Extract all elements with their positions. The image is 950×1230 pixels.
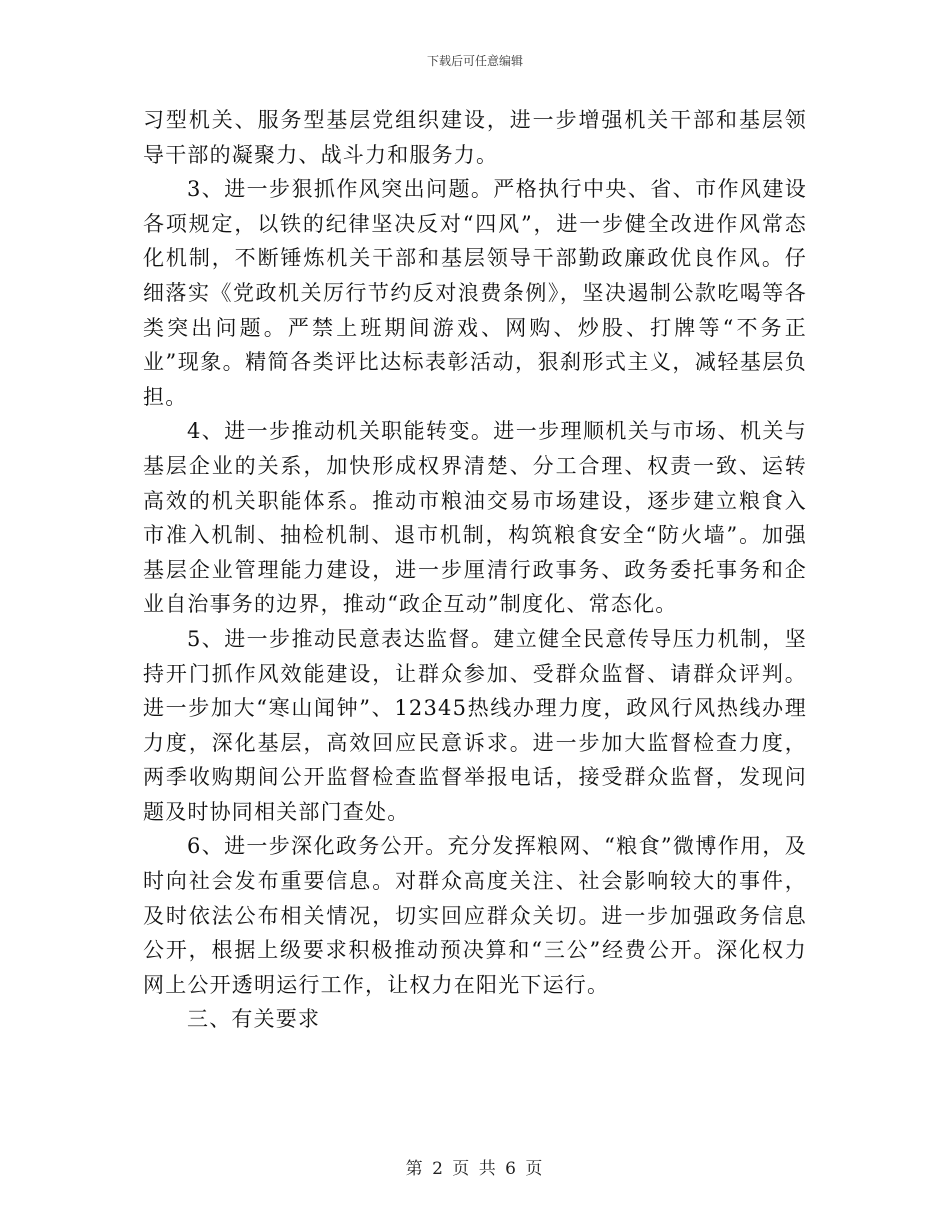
- page-header-note: 下载后可任意编辑: [426, 54, 523, 68]
- paragraph-item-4: 4、进一步推动机关职能转变。进一步理顺机关与市场、机关与基层企业的关系，加快形成权界清楚、分工合理、权责一致、运转高效的机关职能体系。推动市粮油交易市场建设，逐步建立粮食入市准入机制、抽检机制、退市机制，构筑粮食安全“防火墙”。加强基层企业管理能力建设，进一步厘清行政事务、政务委托事务和企业自治事务的边界，推动“政企互动”制度化、常态化。: [143, 419, 807, 617]
- section-heading: 三、有关要求: [187, 1007, 321, 1032]
- paragraph-item-5: 5、进一步推动民意表达监督。建立健全民意传导压力机制，坚持开门抓作风效能建设，让群众参加、受群众监督、请群众评判。进一步加大“寒山闻钟”、12345热线办理力度，政风行风热线办理力度，深化基层，高效回应民意诉求。进一步加大监督检查力度，两季收购期间公开监督检查监督举报电话，接受群众监督，发现问题及时协同相关部门查处。: [143, 626, 807, 824]
- paragraph-item-6: 6、进一步深化政务公开。充分发挥粮网、“粮食”微博作用，及时向社会发布重要信息。对群众高度关注、社会影响较大的事件，及时依法公布相关情况，切实回应群众关切。进一步加强政务信息公开，根据上级要求积极推动预决算和“三公”经费公开。深化权力网上公开透明运行工作，让权力在阳光下运行。: [143, 834, 807, 997]
- page-number: 第 2 页 共 6 页: [405, 1159, 545, 1179]
- paragraph-continuation: 习型机关、服务型基层党组织建设，进一步增强机关干部和基层领导干部的凝聚力、战斗力和服务力。: [143, 108, 807, 167]
- paragraph-item-3: 3、进一步狠抓作风突出问题。严格执行中央、省、市作风建设各项规定，以铁的纪律坚决反对“四风”，进一步健全改进作风常态化机制，不断锤炼机关干部和基层领导干部勤政廉政优良作风。仔细落实《党政机关厉行节约反对浪费条例》，坚决遏制公款吃喝等各类突出问题。严禁上班期间游戏、网购、炒股、打牌等“不务正业”现象。精简各类评比达标表彰活动，狠刹形式主义，减轻基层负担。: [143, 177, 807, 409]
- document-body: [143, 103, 807, 1037]
